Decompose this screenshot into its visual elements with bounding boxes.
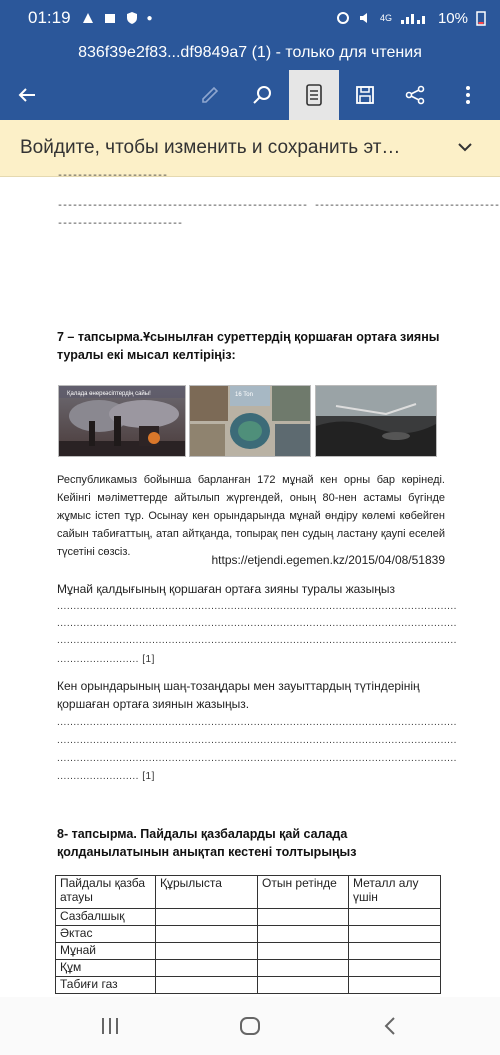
table-cell[interactable] <box>349 943 441 960</box>
network-type: 4G <box>379 13 392 23</box>
answer-dots-line: .......................................................................................................................... <box>57 717 457 728</box>
photo-factory-smoke <box>58 385 186 457</box>
table-cell[interactable] <box>349 977 441 994</box>
status-bar <box>0 0 500 36</box>
table-cell[interactable] <box>349 960 441 977</box>
dot-icon: ● <box>146 12 153 24</box>
task7-title: 7 – тапсырма.Ұсынылған суреттердің қоршаған ортаға зияны туралы екі мысал келтіріңіз: <box>57 330 440 362</box>
question-oil-waste: Мұнай қалдығының қоршаған ортаға зияны туралы жазыңыз <box>57 582 396 596</box>
share-icon <box>404 84 426 106</box>
table-row <box>56 943 441 960</box>
back-icon <box>380 1015 400 1037</box>
table-cell[interactable] <box>349 909 441 926</box>
table-cell[interactable] <box>258 977 349 994</box>
answer-line: ---------------------- <box>57 171 168 182</box>
answer-line: -------------------------------------------------- <box>57 201 308 212</box>
document-title: 836f39e2f83...df9849a7 (1) - только для чтения <box>78 44 422 61</box>
clock: 01:19 <box>28 8 71 27</box>
table-header: Пайдалы қазба атауы <box>56 876 156 909</box>
sign-in-banner[interactable] <box>0 120 500 177</box>
chevron-down-icon[interactable] <box>456 138 474 156</box>
search-button[interactable] <box>237 70 287 120</box>
oil-pollution-collage-image <box>190 386 310 456</box>
pencil-icon <box>199 84 221 106</box>
table-cell[interactable] <box>258 926 349 943</box>
table-header: Металл алу үшін <box>349 876 441 909</box>
table-cell: Табиғи газ <box>56 977 156 994</box>
table-row <box>56 926 441 943</box>
minerals-table <box>55 875 441 994</box>
photo-caption: Қалада өнеркәсіптердің сайы! <box>67 391 151 397</box>
source-paragraph: Республикамыз бойынша барланған 172 мұнай кен орны бар көрінеді. Кейінгі мәліметтерде айтылып жүргендей, оның 80-нен астамы бүгінде жұмыс істеп тұр. Осынау кен орындарында мұнай өндіру көлемі көбейген сайын табиғаттың, атап айтқанда, топырақ пен судың ластану қаупі еселей түсетіні сөзсіз. <box>57 474 445 558</box>
home-icon <box>238 1014 262 1038</box>
alarm-icon <box>336 11 350 25</box>
back-arrow-icon <box>15 83 39 107</box>
nav-back-button[interactable] <box>370 1009 410 1043</box>
toolbar <box>0 70 500 120</box>
table-header-row <box>56 876 441 909</box>
more-options-button[interactable] <box>443 70 493 120</box>
answer-dots-line: .......................................................................................................................... <box>57 753 457 764</box>
save-icon <box>354 84 376 106</box>
answer-dots-line: .......................................................................................................................... <box>57 635 457 646</box>
factory-smoke-image <box>59 386 185 456</box>
notification-icon <box>103 11 117 25</box>
reading-mode-button[interactable] <box>289 70 339 120</box>
photo-oil-spill <box>315 385 437 457</box>
share-button[interactable] <box>390 70 440 120</box>
answer-line: ------------------------- <box>57 219 183 230</box>
source-url[interactable]: https://etjendi.egemen.kz/2015/04/08/51839 <box>211 553 445 567</box>
table-cell[interactable] <box>156 977 258 994</box>
question-dust-smoke: Кен орындарының шаң-тозаңдары мен зауыттардың түтіндерінің қоршаған ортаға зиянын жазыңыз. <box>57 679 420 711</box>
table-cell[interactable] <box>258 960 349 977</box>
table-cell[interactable] <box>156 960 258 977</box>
recent-apps-icon <box>99 1016 121 1036</box>
table-row <box>56 960 441 977</box>
mute-icon <box>358 11 372 25</box>
photo-collage-oil <box>189 385 311 457</box>
answer-dots-line: .......................................................................................................................... <box>57 601 457 612</box>
document-page[interactable] <box>0 171 500 997</box>
table-cell: Құм <box>56 960 156 977</box>
more-vertical-icon <box>464 83 472 107</box>
search-icon <box>250 83 274 107</box>
table-cell[interactable] <box>349 926 441 943</box>
answer-dots-score: ......................... [1] <box>57 654 155 665</box>
back-button[interactable] <box>2 70 52 120</box>
broom-icon <box>81 11 95 25</box>
table-row <box>56 977 441 994</box>
battery-level: 10% <box>437 9 468 27</box>
answer-dots-score: ......................... [1] <box>57 771 155 782</box>
home-button[interactable] <box>230 1009 270 1043</box>
document-title-bar <box>0 36 500 70</box>
table-row <box>56 909 441 926</box>
task8-title: 8- тапсырма. Пайдалы қазбаларды қай салада қолданылатынын анықтап кестені толтырыңыз <box>57 827 357 859</box>
answer-line: ------------------------------------- <box>314 201 500 212</box>
table-cell: Сазбалшық <box>56 909 156 926</box>
photo-caption: 16 Ton <box>235 392 253 398</box>
banner-text: Войдите, чтобы изменить и сохранить эт… <box>20 137 401 158</box>
table-cell[interactable] <box>156 926 258 943</box>
table-cell[interactable] <box>258 909 349 926</box>
battery-icon <box>476 10 486 26</box>
signal-icon <box>400 11 430 25</box>
save-button[interactable] <box>340 70 390 120</box>
table-cell: Әктас <box>56 926 156 943</box>
table-cell[interactable] <box>156 909 258 926</box>
table-cell[interactable] <box>258 943 349 960</box>
oil-spill-image <box>316 386 436 456</box>
system-nav-bar <box>0 997 500 1055</box>
shield-icon <box>125 11 139 25</box>
answer-dots-line: .......................................................................................................................... <box>57 618 457 629</box>
table-cell[interactable] <box>156 943 258 960</box>
edit-button[interactable] <box>185 70 235 120</box>
table-header: Отын ретінде <box>258 876 349 909</box>
answer-dots-line: .......................................................................................................................... <box>57 735 457 746</box>
reading-mode-icon <box>304 83 324 107</box>
recent-apps-button[interactable] <box>90 1009 130 1043</box>
table-header: Құрылыста <box>156 876 258 909</box>
table-cell: Мұнай <box>56 943 156 960</box>
